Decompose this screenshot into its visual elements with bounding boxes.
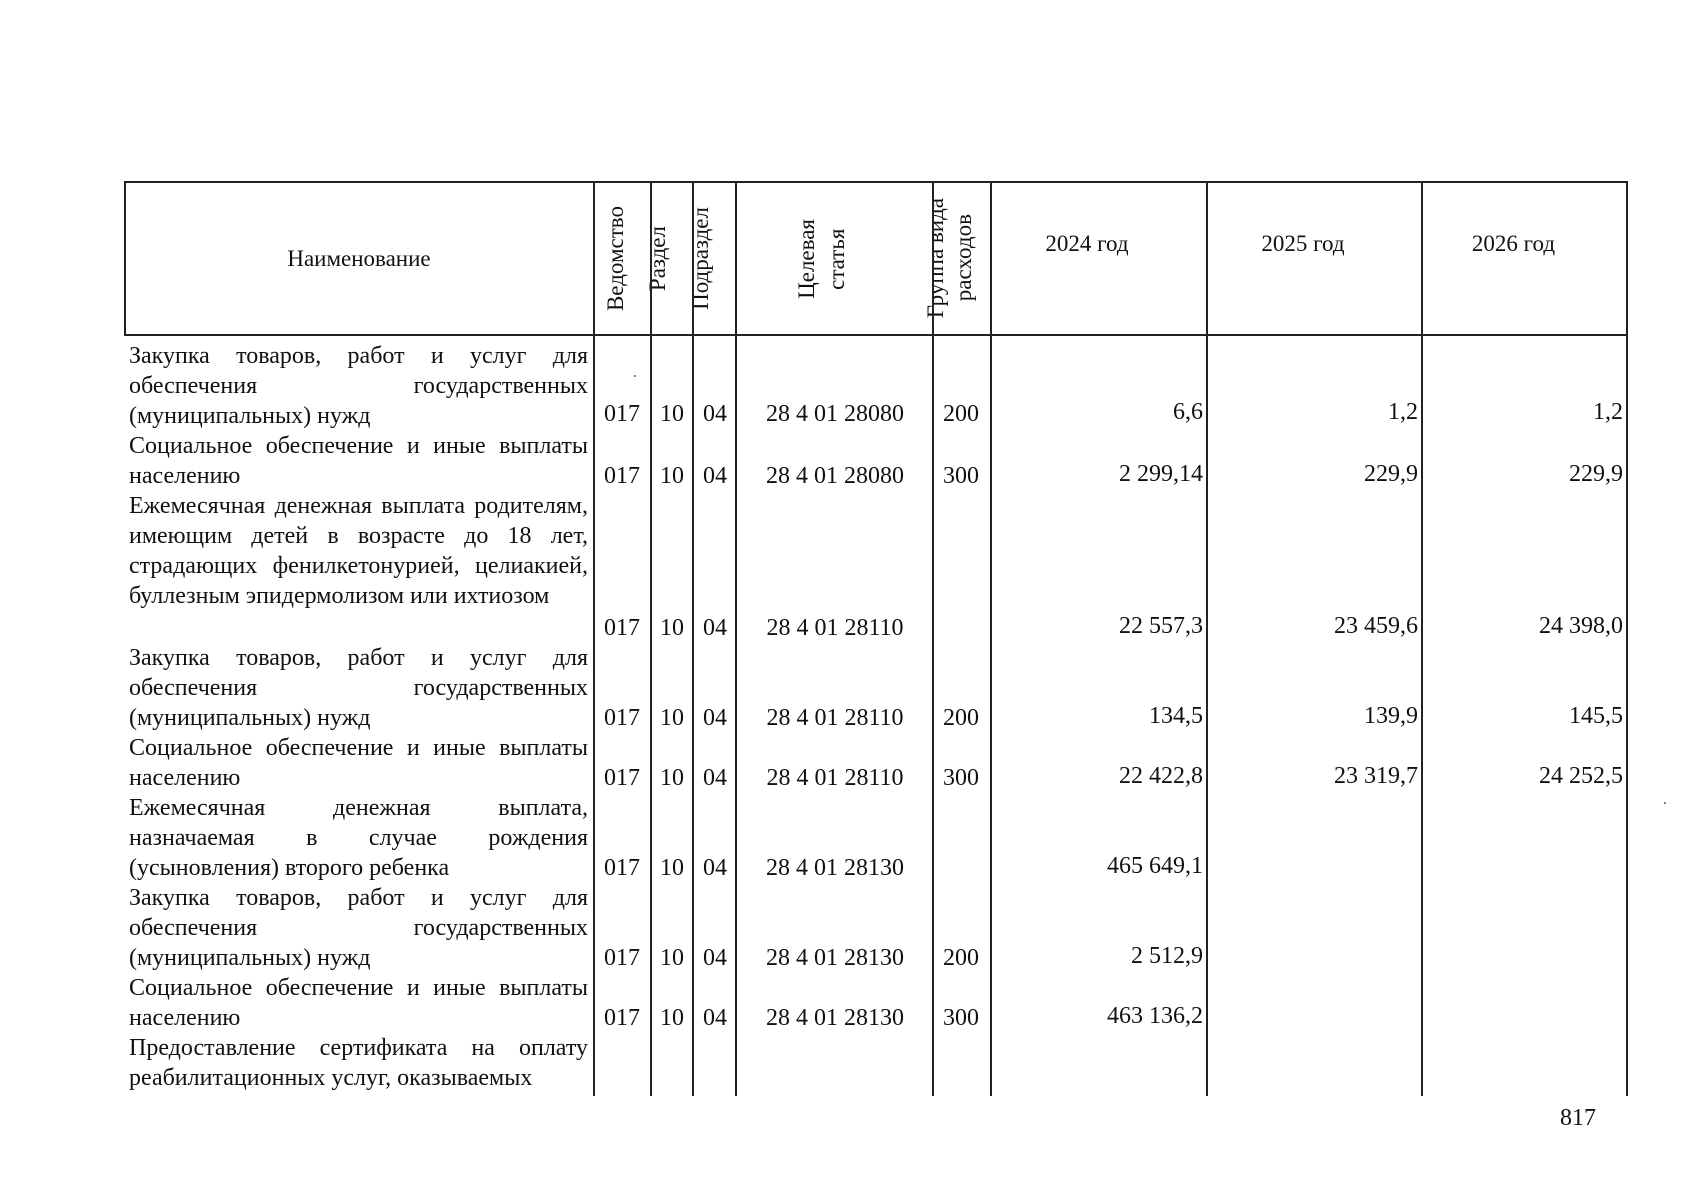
- row-dept: 017: [604, 615, 640, 641]
- col-rule-right: [1626, 181, 1628, 1096]
- col-rule-subsection: [735, 181, 737, 1096]
- row-2026: 24 398,0: [1539, 613, 1623, 639]
- header-2026: [1411, 183, 1616, 334]
- row-2024: 22 422,8: [1119, 763, 1203, 789]
- row-2024: 2 299,14: [1119, 461, 1203, 487]
- scan-speck: [634, 375, 636, 377]
- col-rule-name: [593, 181, 595, 1096]
- row-target: 28 4 01 28130: [766, 945, 904, 971]
- row-dept: 017: [604, 855, 640, 881]
- row-section: 10: [660, 945, 684, 971]
- col-rule-target: [932, 181, 934, 1096]
- row-2026: 145,5: [1569, 703, 1623, 729]
- row-section: 10: [660, 401, 684, 427]
- col-rule-dept: [650, 181, 652, 1096]
- table-row-name: Закупка товаров, работ и услуг для обеспечения государственных (муниципальных) нужд: [129, 645, 588, 731]
- table-header: [124, 181, 1628, 336]
- row-group: 300: [943, 463, 979, 489]
- col-rule-group: [990, 181, 992, 1096]
- row-section: 10: [660, 705, 684, 731]
- row-subsection: 04: [703, 463, 727, 489]
- scan-speck: [1664, 802, 1666, 804]
- header-name-text: Наименование: [287, 245, 431, 271]
- table-row-name: Закупка товаров, работ и услуг для обеспечения государственных (муниципальных) нужд: [129, 343, 588, 429]
- row-dept: 017: [604, 463, 640, 489]
- row-group: 300: [943, 1005, 979, 1031]
- row-dept: 017: [604, 765, 640, 791]
- row-section: 10: [660, 615, 684, 641]
- col-rule-2025: [1421, 181, 1423, 1096]
- row-dept: 017: [604, 705, 640, 731]
- table-row-name: Закупка товаров, работ и услуг для обеспечения государственных (муниципальных) нужд: [129, 885, 588, 971]
- row-2026: 1,2: [1593, 399, 1623, 425]
- row-subsection: 04: [703, 401, 727, 427]
- row-2024: 6,6: [1173, 399, 1203, 425]
- row-target: 28 4 01 28110: [766, 615, 904, 641]
- row-2025: 23 319,7: [1334, 763, 1418, 789]
- row-target: 28 4 01 28110: [766, 765, 904, 791]
- table-row-name: Социальное обеспечение и иные выплаты населению: [129, 433, 588, 489]
- row-subsection: 04: [703, 765, 727, 791]
- row-subsection: 04: [703, 855, 727, 881]
- row-2026: 24 252,5: [1539, 763, 1623, 789]
- row-2025: 23 459,6: [1334, 613, 1418, 639]
- col-rule-left: [124, 181, 126, 336]
- row-target: 28 4 01 28080: [766, 401, 904, 427]
- row-target: 28 4 01 28130: [766, 1005, 904, 1031]
- row-2025: 1,2: [1388, 399, 1418, 425]
- header-target: [722, 183, 921, 334]
- header-2024: [979, 183, 1195, 334]
- table-row-name: Социальное обеспечение и иные выплаты населению: [129, 975, 588, 1031]
- header-section: [637, 183, 679, 334]
- table-row-name: Социальное обеспечение и иные выплаты населению: [129, 735, 588, 791]
- row-target: 28 4 01 28130: [766, 855, 904, 881]
- row-group: 300: [943, 765, 979, 791]
- row-section: 10: [660, 855, 684, 881]
- page-number: 817: [1560, 1105, 1596, 1131]
- row-subsection: 04: [703, 615, 727, 641]
- row-2025: 229,9: [1364, 461, 1418, 487]
- header-2025: [1195, 183, 1411, 334]
- row-2024: 465 649,1: [1107, 853, 1203, 879]
- row-section: 10: [660, 1005, 684, 1031]
- row-subsection: 04: [703, 1005, 727, 1031]
- header-2026-text: 2026 год: [1471, 231, 1556, 256]
- row-dept: 017: [604, 1005, 640, 1031]
- row-2026: 229,9: [1569, 461, 1623, 487]
- header-group-text: Группа вида расходов: [923, 198, 976, 319]
- col-rule-2024: [1206, 181, 1208, 1096]
- table-row-name: Ежемесячная денежная выплата, назначаемая в случае рождения (усыновления) второго ребенка: [129, 795, 588, 881]
- header-target-text: Целевая статья: [793, 218, 849, 299]
- header-2025-text: 2025 год: [1261, 231, 1345, 256]
- row-group: 200: [943, 705, 979, 731]
- row-subsection: 04: [703, 945, 727, 971]
- header-2024-text: 2024 год: [1045, 231, 1129, 256]
- header-subsection: [679, 183, 722, 334]
- row-2024: 463 136,2: [1107, 1003, 1203, 1029]
- row-dept: 017: [604, 401, 640, 427]
- row-target: 28 4 01 28110: [766, 705, 904, 731]
- row-subsection: 04: [703, 705, 727, 731]
- header-dept-text: Ведомство: [602, 205, 628, 312]
- table-row-name: Предоставление сертификата на оплату реабилитационных услуг, оказываемых: [129, 1035, 588, 1091]
- row-section: 10: [660, 463, 684, 489]
- header-group: [921, 183, 979, 334]
- row-2024: 2 512,9: [1131, 943, 1203, 969]
- col-rule-section: [692, 181, 694, 1096]
- row-2025: 139,9: [1364, 703, 1418, 729]
- header-dept: [594, 183, 637, 334]
- row-2024: 22 557,3: [1119, 613, 1203, 639]
- row-section: 10: [660, 765, 684, 791]
- table-row-name: Ежемесячная денежная выплата родителям, имеющим детей в возрасте до 18 лет, страдающих фенилкетонурией, целиакией, буллезным эпидермолизом или ихтиозом: [129, 493, 588, 609]
- row-group: 200: [943, 945, 979, 971]
- header-subsection-text: Подраздел: [687, 207, 713, 310]
- row-2024: 134,5: [1149, 703, 1203, 729]
- row-target: 28 4 01 28080: [766, 463, 904, 489]
- header-section-text: Раздел: [645, 225, 670, 292]
- row-dept: 017: [604, 945, 640, 971]
- row-group: 200: [943, 401, 979, 427]
- header-name: [124, 183, 594, 334]
